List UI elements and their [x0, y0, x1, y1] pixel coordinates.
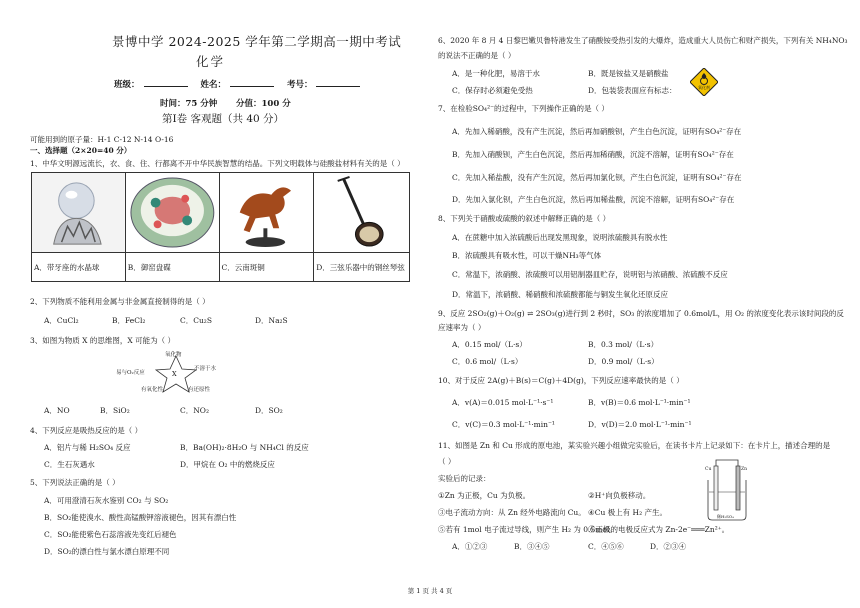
q11-stem: 11、如图是 Zn 和 Cu 形成的原电池，某实验兴趣小组做完实验后，在读书卡片上记录如下：在卡片上，描述合理的是 [438, 441, 831, 450]
oxidizer-label: 氧化剂 [698, 85, 710, 90]
class-label: 班级： [114, 80, 140, 90]
q11-option-c[interactable]: C．④⑤⑥ [588, 542, 624, 551]
galvanic-cell-diagram [700, 458, 754, 522]
q4-option-b[interactable]: B．Ba(OH)₂·8H₂O 与 NH₄Cl 的反应 [180, 443, 309, 452]
q9-option-b[interactable]: B．0.3 mol/（L·s） [588, 340, 659, 349]
q1-option-b[interactable]: B．御窑盘碟 [125, 253, 219, 282]
q10-option-d[interactable]: D．v(D)＝2.0 mol·L⁻¹·min⁻¹ [588, 420, 692, 429]
q11-item-3: ③电子流动方向：从 Zn 经外电路流向 Cu。 [438, 508, 586, 517]
subject-title: 化学 [196, 54, 226, 69]
q6-stem: 6、2020 年 8 月 4 日黎巴嫩贝鲁特港发生了硝酸铵受热引发的大爆炸，造成重大人员伤亡和财产损失，下列有关 NH₄NO₃ [438, 36, 848, 45]
page-footer: 第 1 页 共 4 页 [407, 587, 453, 595]
q9-option-c[interactable]: C．0.6 mol/（L·s） [452, 357, 523, 366]
q3-option-d[interactable]: D．SO₂ [255, 406, 283, 415]
q7-option-c[interactable]: C．先加入稀盐酸，没有产生沉淀，然后再加氯化钡，产生白色沉淀，证明有SO₄²⁻存在 [452, 173, 742, 182]
q1-option-c[interactable]: C．云南斑铜 [219, 253, 314, 282]
porcelain-plate-cell [125, 173, 219, 253]
q5-option-a[interactable]: A．可用澄清石灰水鉴别 CO₂ 与 SO₂ [44, 496, 169, 505]
cu-label: Cu [705, 467, 712, 472]
q1-image-table [31, 172, 410, 282]
q8-stem: 8、下列关于硝酸或硫酸的叙述中解释正确的是（ ） [438, 214, 611, 223]
q11-option-d[interactable]: D．②③④ [650, 542, 687, 551]
q4-option-c[interactable]: C．生石灰遇水 [44, 460, 95, 469]
q8-option-d[interactable]: D．常温下，浓硝酸、稀硝酸和浓硫酸都能与铜发生氧化还原反应 [452, 290, 669, 299]
atomic-masses: 可能用到的原子量：H-1 C-12 N-14 O-16 [30, 135, 174, 144]
q3-star-diagram [116, 350, 236, 396]
q10-stem: 10、对于反应 2A(g)＋B(s)＝C(g)＋4D(g)，下列反应速率最快的是（ ） [438, 376, 684, 385]
q5-option-b[interactable]: B．SO₂能使溴水、酸性高锰酸钾溶液褪色，因其有漂白性 [44, 513, 237, 522]
q11-item-5: ⑤若有 1mol 电子流过导线，则产生 H₂ 为 0.5mol。 [438, 525, 617, 534]
star-label-1: 氧化物 [165, 352, 182, 358]
q10-option-a[interactable]: A．v(A)＝0.015 mol·L⁻¹·s⁻¹ [452, 398, 554, 407]
q7-stem: 7、在检验SO₄²⁻的过程中，下列操作正确的是（ ） [438, 104, 609, 113]
q11-option-a[interactable]: A．①②③ [452, 542, 488, 551]
q2-option-b[interactable]: B．FeCl₂ [112, 316, 146, 325]
exam-time: 时间：75 分钟 [160, 99, 218, 109]
q3-option-b[interactable]: B．SiO₂ [100, 406, 130, 415]
porcelain-plate-image [126, 173, 219, 252]
crystal-ball-cell [32, 173, 126, 253]
q3-stem: 3、如图为物质 X 的思维图，X 可能为（ ） [30, 336, 175, 345]
q4-stem: 4、下列反应是吸热反应的是（ ） [30, 426, 143, 435]
star-label-5: 有还原性 [188, 387, 211, 393]
q2-stem: 2、下列物质不能利用金属与非金属直接制得的是（ ） [30, 297, 210, 306]
q2-option-c[interactable]: C．Cu₂S [180, 316, 212, 325]
q7-option-b[interactable]: B．先加入硝酸钡，产生白色沉淀，然后再加稀硝酸，沉淀不溶解，证明有SO₄²⁻存在 [452, 150, 734, 159]
id-blank[interactable] [316, 78, 360, 87]
electrolyte-label: 稀H₂SO₄ [717, 514, 734, 519]
exam-score: 分值：100 分 [236, 99, 291, 109]
q11-stem-cont: （ ） [438, 457, 456, 466]
q11-record-label: 实验后的记录： [438, 474, 491, 483]
q9-stem: 9、反应 2SO₂(g)＋O₂(g) ⇌ 2SO₃(g)进行到 2 秒时，SO₃ 的浓度增加了 0.6mol/L，用 O₂ 的浓度变化表示该时间段的反 [438, 309, 844, 318]
q11-item-4: ④Cu 极上有 H₂ 产生。 [588, 508, 667, 517]
q3-option-a[interactable]: A．NO [44, 406, 70, 415]
sanxian-instrument-cell [314, 173, 410, 253]
q8-option-c[interactable]: C．常温下，浓硝酸、浓硫酸可以用铝制器皿贮存，说明铝与浓硝酸、浓硫酸不反应 [452, 270, 728, 279]
sanxian-instrument-image [314, 173, 409, 252]
q9-stem-cont: 应速率为（ ） [438, 323, 486, 332]
q10-option-c[interactable]: C．v(C)＝0.3 mol·L⁻¹·min⁻¹ [452, 420, 555, 429]
student-info-fields [114, 78, 364, 90]
oxidizer-hazard-icon [690, 68, 718, 96]
q6-option-a[interactable]: A．是一种化肥，易溶于水 [452, 69, 540, 78]
q1-stem: 1、中华文明源远流长，衣、食、住、行都离不开中华民族智慧的结晶。下列文明载体与硅酸盐材料有关的是（ ） [30, 159, 405, 168]
q5-option-c[interactable]: C．SO₂能使紫色石蕊溶液先变红后褪色 [44, 530, 177, 539]
q11-option-b[interactable]: B．③④⑤ [514, 542, 550, 551]
section-title: 第Ⅰ卷 客观题（共 40 分） [162, 113, 285, 125]
class-blank[interactable] [144, 78, 188, 87]
q2-option-d[interactable]: D．Na₂S [255, 316, 288, 325]
q3-option-c[interactable]: C．NO₂ [180, 406, 209, 415]
zn-label: Zn [741, 467, 748, 472]
star-label-4: 有氧化性 [141, 387, 164, 393]
q6-option-b[interactable]: B．既是铵盐又是硝酸盐 [588, 69, 669, 78]
q11-item-6: ⑥正极的电极反应式为 Zn-2e⁻═══Zn²⁺。 [588, 525, 730, 534]
choice-header: 一、选择题（2×20=40 分） [30, 146, 132, 155]
bronze-horse-image [220, 173, 314, 252]
q4-option-d[interactable]: D．甲烷在 O₂ 中的燃烧反应 [180, 460, 275, 469]
q5-stem: 5、下列说法正确的是（ ） [30, 478, 120, 487]
q9-option-d[interactable]: D．0.9 mol/（L·s） [588, 357, 659, 366]
crystal-ball-image [32, 173, 125, 252]
q9-option-a[interactable]: A．0.15 mol/（L·s） [452, 340, 527, 349]
q6-stem-cont: 的说法不正确的是（ ） [438, 51, 516, 60]
bronze-horse-cell [219, 173, 314, 253]
q2-option-a[interactable]: A．CuCl₂ [44, 316, 79, 325]
exam-title: 景博中学 2024-2025 学年第二学期高一期中考试 [112, 34, 402, 49]
name-label: 姓名： [200, 80, 226, 90]
q7-option-a[interactable]: A．先加入稀硝酸，没有产生沉淀，然后再加硝酸钡，产生白色沉淀，证明有SO₄²⁻存在 [452, 127, 742, 136]
q8-option-b[interactable]: B．浓硫酸具有吸水性，可以干燥NH₃等气体 [452, 251, 602, 260]
q7-option-d[interactable]: D．先加入氯化钡，产生白色沉淀，然后再加稀盐酸，沉淀不溶解，证明有SO₄²⁻存在 [452, 195, 735, 204]
q8-option-a[interactable]: A．在蔗糖中加入浓硫酸后出现发黑现象，说明浓硫酸具有脱水性 [452, 233, 668, 242]
star-center: X [172, 370, 177, 378]
q6-option-c[interactable]: C．保存时必须避免受热 [452, 86, 533, 95]
q11-item-2: ②H⁺向负极移动。 [588, 491, 651, 500]
q4-option-a[interactable]: A．铝片与稀 H₂SO₄ 反应 [44, 443, 131, 452]
id-label: 考号： [286, 80, 313, 90]
name-blank[interactable] [230, 78, 274, 87]
q11-item-1: ①Zn 为正极，Cu 为负极。 [438, 491, 531, 500]
q6-option-d[interactable]: D．包装袋表面应有标志： [588, 86, 677, 95]
q5-option-d[interactable]: D．SO₂的漂白性与氯水漂白原理不同 [44, 547, 170, 556]
q1-option-d[interactable]: D．三弦乐器中的钢丝琴弦 [314, 253, 410, 282]
star-label-2: 不溶于水 [194, 366, 217, 372]
q10-option-b[interactable]: B．v(B)＝0.6 mol·L⁻¹·min⁻¹ [588, 398, 691, 407]
q1-option-a[interactable]: A．带牙座的水晶球 [32, 253, 126, 282]
star-label-3: 易与O₂反应 [116, 370, 145, 376]
